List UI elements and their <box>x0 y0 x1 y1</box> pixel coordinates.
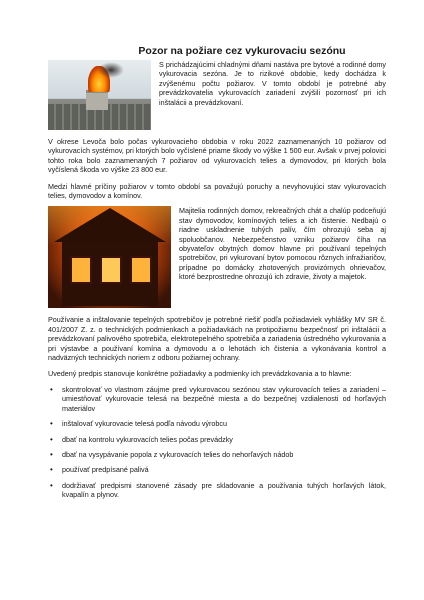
stats-paragraph: V okrese Levoča bolo počas vykurovacieho obdobia v roku 2022 zaznamenaných 10 požiarov od vykurovacích systémov, pri ktorých bolo vyčíslené priame škody vo výške 1 500 eur. Avšak v prvej polovici tohto roka bolo zaznamenaných 7 požiarov od vykurovacích telies a dymovodov, pri ktorých bola vyčíslená škoda vo výške 23 800 eur. <box>48 137 386 175</box>
house-window <box>70 256 92 284</box>
houses-section <box>48 206 386 308</box>
list-item: • skontrolovať vo vlastnom záujme pred vykurovacou sezónou stav vykurovacích telies a zariadení – umiestňovať vykurovacie telesá na bezpečné miesta a do bezpečnej vzdialenosti od horľavých materiálov <box>48 385 386 413</box>
list-intro-paragraph: Uvedený predpis stanovuje konkrétne požiadavky a podmienky ich prevádzkovania a to hlavne: <box>48 369 352 379</box>
requirements-list <box>48 385 386 500</box>
house-window <box>130 256 152 284</box>
list-item: • inštalovať vykurovacie telesá podľa návodu výrobcu <box>48 419 386 428</box>
burning-house-photo <box>48 206 171 308</box>
law-paragraph: Používanie a inštalovanie tepelných spotrebičov je potrebné riešiť podľa požiadaviek vyhlášky MV SR č. 401/2007 Z. z. o technických podmienkach a požiadavkách na protipožiarnu bezpečnosť pri inštalácii a prevádzkovaní palivového spotrebiča, elektrotepelného spotrebiča a zariadenia ústredného vykurovania a pri výstavbe a používaní komína a dymovodu a o lehotách ich čistenia a vykonávania kontrol a nadväzných technických noriem z odboru požiarnej ochrany. <box>48 315 386 363</box>
article-title: Pozor na požiare cez vykurovaciu sezónu <box>138 45 346 57</box>
house-roof-shape <box>54 208 166 242</box>
list-item: • dbať na vysypávanie popola z vykurovacích telies do nehorľavých nádob <box>48 450 386 459</box>
chimney-fire-photo <box>48 60 151 130</box>
intro-paragraph: S prichádzajúcimi chladnými dňami nastáva pre bytové a rodinné domy vykurovacia sezóna. Je to rizikové obdobie, kedy dochádza k zvýšenému počtu požiarov. V tomto období je potrebné aby prevádzkovatelia vykurovacích zariadení zvýšili pozornosť pri ich inštalácii a prevádzkovaní. <box>159 60 386 107</box>
chimney-shape <box>86 90 108 110</box>
intro-section <box>48 60 386 130</box>
house-window <box>100 256 122 284</box>
causes-paragraph: Medzi hlavné príčiny požiarov v tomto období sa považujú poruchy a nevyhovujúci stav vykurovacích telies, dymovodov a komínov. <box>48 181 386 201</box>
houses-paragraph: Majitelia rodinných domov, rekreačných chát a chalúp podceňujú stav dymovodov, komínových telies a ich čistenie. Nedbajú o riadne uskladnenie tuhých palív, čím ohrozujú seba aj spoluobčanov. Nebezpečenstvo vzniku požiarov číha na obyvateľov obytných domov hlavne pri používaní tepelných spotrebičov, pri vykurovaní bytov pomocou rôznych infražiaričov, prípadne po domácky zhotovených provizórnych ohrievačov, ktoré bezprostredne ohrozujú ich zdravie, životy a majetok. <box>179 206 386 282</box>
list-item: • dbať na kontrolu vykurovacích telies počas prevádzky <box>48 435 386 444</box>
smoke-shape <box>98 62 124 78</box>
list-item: • používať predpísané palivá <box>48 465 386 474</box>
list-item: • dodržiavať predpismi stanovené zásady pre skladovanie a používania tuhých horľavých látok, kvapalín a plynov. <box>48 481 386 500</box>
